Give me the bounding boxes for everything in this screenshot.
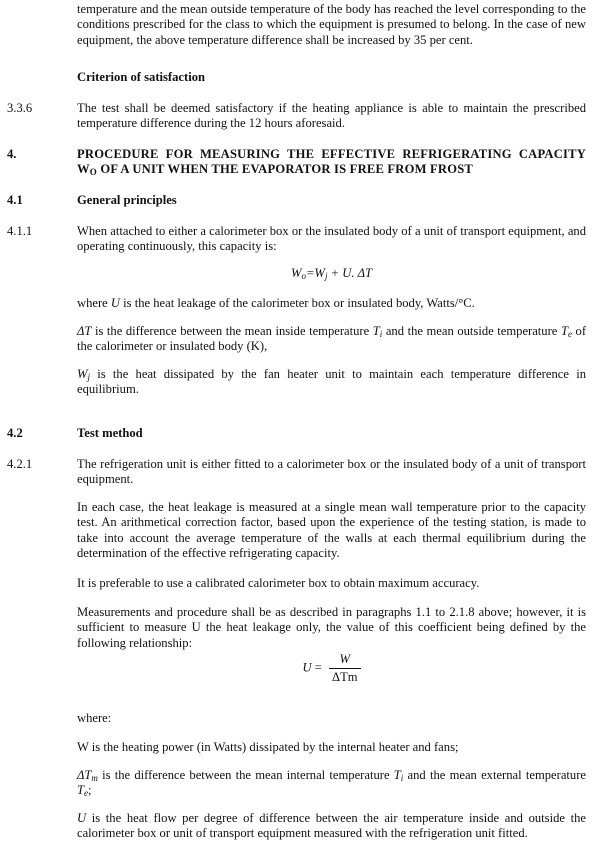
u-heat-flow-definition bbox=[77, 811, 586, 842]
section-4-title-part1: PROCEDURE FOR MEASURING THE EFFECTIVE REFRIGERATING CAPACITY W bbox=[77, 147, 586, 177]
te2-sub: e bbox=[84, 788, 89, 799]
ti2-var: T bbox=[393, 768, 401, 782]
section-4-2-1-p1: The refrigeration unit is either fitted to a calorimeter box or the insulated body of a unit of transport equipment. bbox=[77, 457, 586, 487]
delta-t-text2: and the mean outside temperature bbox=[382, 324, 561, 338]
wj-var: W bbox=[77, 367, 88, 381]
u2-text: is the heat flow per degree of difference between the air temperature inside and outside the calorimeter box or unit of transport equipment measured with the refrigeration unit fitted. bbox=[77, 811, 586, 841]
formula-u-denominator: ΔTm bbox=[329, 668, 361, 686]
delta-t-var: ΔT bbox=[77, 324, 92, 338]
where-label: where: bbox=[77, 711, 112, 725]
delta-tm-var: ΔT bbox=[77, 768, 92, 782]
te-var: T bbox=[560, 324, 568, 338]
formula-w-sub: j bbox=[324, 271, 328, 281]
where-prefix: where bbox=[77, 296, 111, 310]
formula-u-numerator: W bbox=[339, 652, 351, 666]
section-number-4: 4. bbox=[7, 147, 17, 161]
te-sub: e bbox=[567, 329, 572, 339]
delta-tm-definition bbox=[77, 768, 586, 799]
formula-u-eq: = bbox=[314, 660, 322, 675]
where-u-var: U bbox=[110, 296, 121, 310]
section-4-1-title: General principles bbox=[77, 193, 177, 207]
section-4-title-part2: OF A UNIT WHEN THE EVAPORATOR IS FREE FROM FROST bbox=[97, 162, 474, 177]
formula-u bbox=[77, 651, 586, 686]
section-4-title-sub: O bbox=[89, 167, 97, 178]
section-4-title bbox=[77, 147, 586, 178]
delta-t-text1: is the difference between the mean inside temperature bbox=[91, 324, 373, 338]
ti-var: T bbox=[372, 324, 380, 338]
formula-u-fraction bbox=[329, 651, 361, 686]
section-3-3-6-text: The test shall be deemed satisfactory if the heating appliance is able to maintain the prescribed temperature difference during the 12 hours aforesaid. bbox=[77, 101, 586, 131]
section-4-2-1-p3: It is preferable to use a calibrated calorimeter box to obtain maximum accuracy. bbox=[77, 576, 480, 590]
where-u-definition bbox=[77, 296, 586, 311]
delta-tm-text2: and the mean external temperature bbox=[403, 768, 586, 782]
wj-definition bbox=[77, 367, 586, 398]
section-number-4-1-1: 4.1.1 bbox=[7, 224, 33, 238]
ti-sub: i bbox=[379, 329, 383, 339]
delta-t-definition bbox=[77, 324, 586, 355]
u2-var: U bbox=[77, 811, 87, 825]
section-number-4-2-1: 4.2.1 bbox=[7, 457, 33, 471]
section-4-2-1-p2: In each case, the heat leakage is measured at a single mean wall temperature prior to the capacity test. An arithmetical correction factor, based upon the experience of the testing station, is made to take into account the average temperature of the walls at each thermal equilibrium during the determination of the effective refrigerating capacity. bbox=[77, 500, 586, 561]
formula-eq: =W bbox=[305, 266, 325, 280]
section-number-4-2: 4.2 bbox=[7, 426, 23, 440]
section-4-2-title: Test method bbox=[77, 426, 143, 440]
wj-sub: j bbox=[87, 372, 91, 382]
section-number-3-3-6: 3.3.6 bbox=[7, 101, 33, 115]
formula-lhs-sub: o bbox=[301, 271, 306, 281]
delta-t-text3: of the calorimeter or insulated body (K), bbox=[77, 324, 587, 354]
ti2-sub: i bbox=[400, 773, 404, 783]
section-number-4-1: 4.1 bbox=[7, 193, 23, 207]
section-4-1-1-intro: When attached to either a calorimeter box or the insulated body of a unit of transport equipment, and operating continuously, this capacity is: bbox=[77, 224, 586, 254]
intro-paragraph: temperature and the mean outside temperature of the body has reached the level corresponding to the conditions prescribed for the class to which the equipment is presumed to belong. In the case of new equipment, the above temperature difference shall be increased by 35 per cent. bbox=[77, 2, 586, 47]
section-4-2-1-p4: Measurements and procedure shall be as described in paragraphs 1.1 to 2.1.8 above; however, it is sufficient to measure U the heat leakage only, the value of this coefficient being defined by the following relationship: bbox=[77, 605, 586, 650]
wj-text: is the heat dissipated by the fan heater unit to maintain each temperature difference in equilibrium. bbox=[77, 367, 586, 397]
formula-lhs: W bbox=[290, 266, 302, 280]
delta-tm-sub: m bbox=[91, 773, 98, 783]
formula-u-lhs: U bbox=[302, 660, 312, 675]
formula-capacity bbox=[77, 266, 586, 281]
criterion-heading: Criterion of satisfaction bbox=[77, 70, 206, 84]
where-u-text: is the heat leakage of the calorimeter box or insulated body, Watts/°C. bbox=[120, 296, 475, 310]
delta-tm-text3: ; bbox=[88, 783, 92, 798]
w-definition: W is the heating power (in Watts) dissipated by the internal heater and fans; bbox=[77, 740, 459, 754]
formula-rest: + U. ΔT bbox=[327, 266, 373, 280]
delta-tm-text1: is the difference between the mean internal temperature bbox=[97, 768, 394, 782]
te2-var: T bbox=[77, 783, 85, 798]
